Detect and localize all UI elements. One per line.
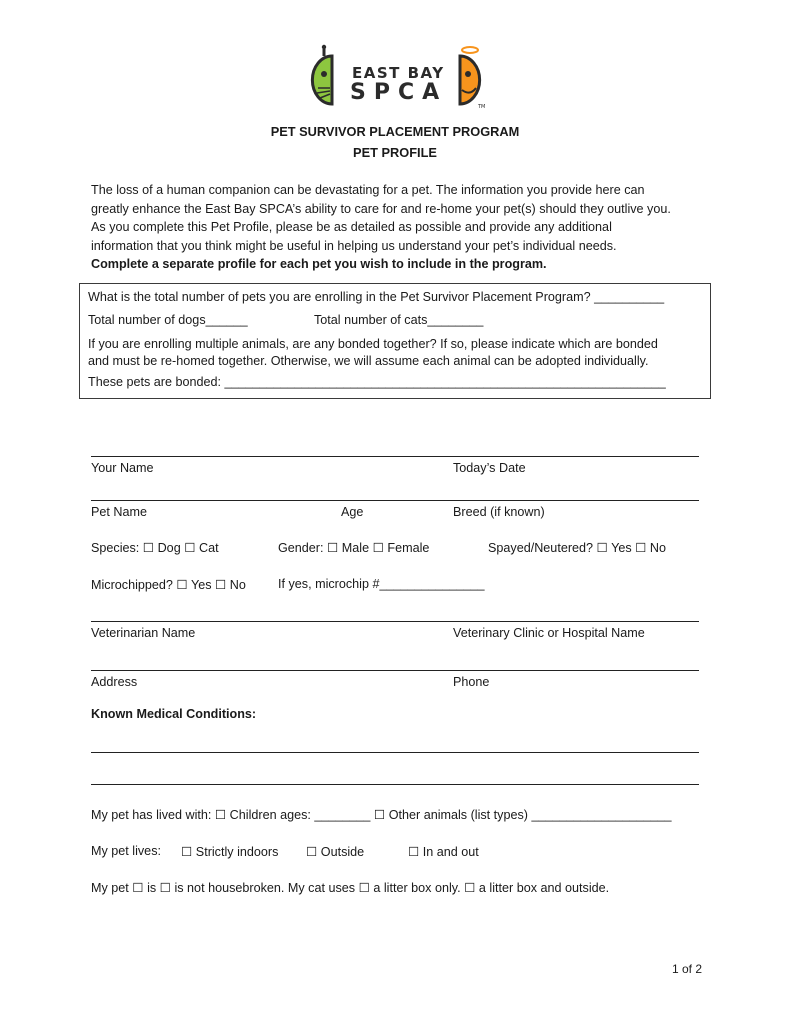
housebroken-checkboxes[interactable]: My pet ☐ is ☐ is not housebroken. My cat uses ☐ a litter box only. ☐ a litter box and outside. (91, 881, 610, 895)
pet-info-input-line[interactable] (91, 500, 699, 501)
gender-checkboxes[interactable]: Gender: ☐ Male ☐ Female (278, 541, 430, 555)
svg-text:TM: TM (478, 104, 486, 110)
bonded-question-line: If you are enrolling multiple animals, are any bonded together? If so, please indicate which are bonded (88, 337, 658, 351)
lives-indoors-checkbox[interactable]: ☐ Strictly indoors (181, 845, 279, 859)
intro-line: information that you think might be useful in helping us understand your pet’s individual needs. (91, 238, 617, 253)
age-label: Age (341, 505, 364, 519)
intro-paragraph (91, 181, 701, 274)
phone-label: Phone (453, 675, 490, 689)
lived-with-field[interactable]: My pet has lived with: ☐ Children ages: ________ ☐ Other animals (list types) ____________________ (91, 808, 672, 822)
logo-line-spca: SPCA (350, 80, 448, 105)
intro-line: The loss of a human companion can be devastating for a pet. The information you provide here can (91, 183, 645, 197)
pet-name-label: Pet Name (91, 505, 147, 519)
vet-input-line[interactable] (91, 621, 699, 622)
intro-instruction: Complete a separate profile for each pet you wish to include in the program. (91, 257, 547, 272)
todays-date-label: Today’s Date (453, 461, 526, 475)
medical-input-line[interactable] (91, 784, 699, 785)
page-subtitle: PET PROFILE (353, 145, 437, 160)
page-number: 1 of 2 (671, 962, 702, 976)
intro-line: As you complete this Pet Profile, please be as detailed as possible and provide any additional (91, 220, 612, 235)
bonded-pets-field[interactable]: These pets are bonded: _______________________________________________________________ (88, 375, 666, 389)
name-date-input-line[interactable] (91, 456, 699, 457)
lives-in-and-out-checkbox[interactable]: ☐ In and out (408, 845, 479, 859)
medical-conditions-heading: Known Medical Conditions: (91, 707, 257, 721)
east-bay-spca-logo (310, 44, 484, 112)
species-checkboxes[interactable]: Species: ☐ Dog ☐ Cat (91, 541, 219, 555)
logo-line-east-bay: EAST BAY (352, 64, 445, 82)
address-input-line[interactable] (91, 670, 699, 671)
total-cats-field[interactable]: Total number of cats________ (314, 313, 484, 327)
intro-line: greatly enhance the East Bay SPCA’s ability to care for and re-home your pet(s) should they outlive you. (91, 201, 671, 216)
vet-name-label: Veterinarian Name (91, 626, 196, 640)
address-label: Address (91, 675, 138, 689)
breed-label: Breed (if known) (453, 505, 545, 519)
total-pets-field[interactable]: What is the total number of pets you are enrolling in the Pet Survivor Placement Program? __________ (88, 290, 665, 304)
bonded-question-line: and must be re-homed together. Otherwise, we will assume each animal can be adopted individually. (88, 354, 649, 368)
page-title: PET SURVIVOR PLACEMENT PROGRAM (270, 124, 520, 139)
total-dogs-field[interactable]: Total number of dogs______ (88, 313, 248, 327)
medical-input-line[interactable] (91, 752, 699, 753)
spayed-checkboxes[interactable]: Spayed/Neutered? ☐ Yes ☐ No (488, 541, 667, 555)
microchip-number-field[interactable]: If yes, microchip #_______________ (278, 577, 485, 591)
lives-label: My pet lives: (91, 844, 161, 858)
lives-outside-checkbox[interactable]: ☐ Outside (306, 845, 365, 859)
vet-clinic-label: Veterinary Clinic or Hospital Name (453, 626, 645, 640)
microchipped-checkboxes[interactable]: Microchipped? ☐ Yes ☐ No (91, 578, 246, 592)
your-name-label: Your Name (91, 461, 154, 475)
